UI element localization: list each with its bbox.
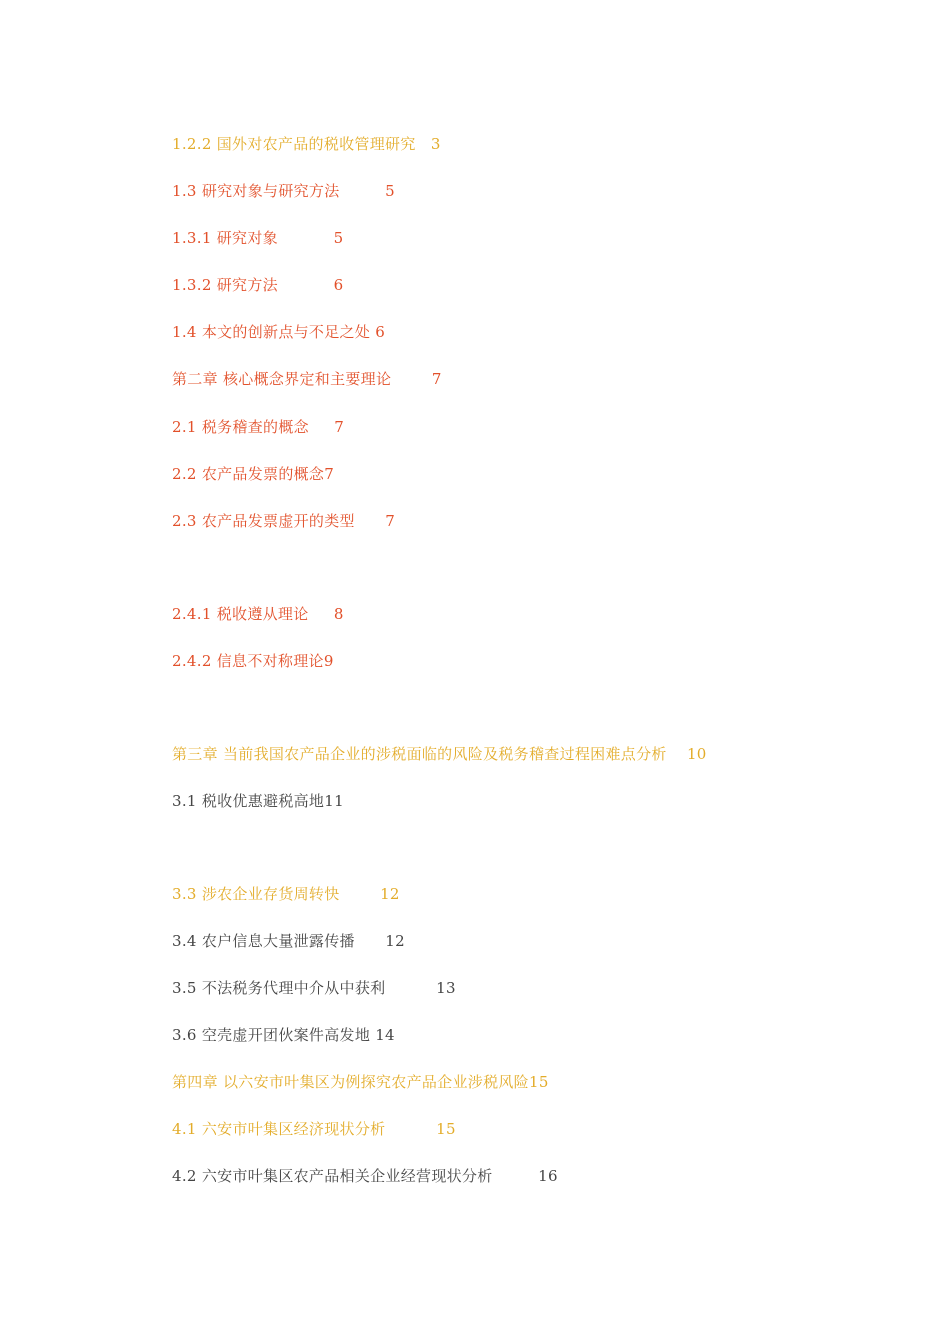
toc-entry-1-3-2: 1.3.2 研究方法 6 xyxy=(172,276,344,294)
toc-entry-1-3: 1.3 研究对象与研究方法 5 xyxy=(172,182,395,200)
toc-entry-4-2: 4.2 六安市叶集区农产品相关企业经营现状分析 16 xyxy=(172,1167,558,1185)
toc-entry-1-4: 1.4 本文的创新点与不足之处 6 xyxy=(172,323,386,341)
toc-entry-3-5: 3.5 不法税务代理中介从中获利 13 xyxy=(172,979,456,997)
toc-entry-1-2-2: 1.2.2 国外对农产品的税收管理研究 3 xyxy=(172,135,441,153)
toc-entry-2-2: 2.2 农产品发票的概念7 xyxy=(172,465,335,483)
toc-entry-3-6: 3.6 空壳虚开团伙案件高发地 14 xyxy=(172,1026,395,1044)
toc-entry-3-4: 3.4 农户信息大量泄露传播 12 xyxy=(172,932,405,950)
toc-entry-2-3: 2.3 农产品发票虚开的类型 7 xyxy=(172,512,396,530)
toc-entry-2-4-2: 2.4.2 信息不对称理论9 xyxy=(172,652,334,670)
toc-entry-2-1: 2.1 税务稽查的概念 7 xyxy=(172,418,345,436)
toc-entry-3-1: 3.1 税收优惠避税高地11 xyxy=(172,792,344,810)
toc-entry-2-4-1: 2.4.1 税收遵从理论 8 xyxy=(172,605,344,623)
toc-entry-chapter-4: 第四章 以六安市叶集区为例探究农产品企业涉税风险15 xyxy=(172,1073,549,1091)
toc-entry-3-3: 3.3 涉农企业存货周转快 12 xyxy=(172,885,400,903)
toc-entry-chapter-2: 第二章 核心概念界定和主要理论 7 xyxy=(172,370,442,388)
toc-entry-4-1: 4.1 六安市叶集区经济现状分析 15 xyxy=(172,1120,456,1138)
toc-entry-1-3-1: 1.3.1 研究对象 5 xyxy=(172,229,344,247)
toc-entry-chapter-3: 第三章 当前我国农产品企业的涉税面临的风险及税务稽查过程困难点分析 10 xyxy=(172,745,707,763)
